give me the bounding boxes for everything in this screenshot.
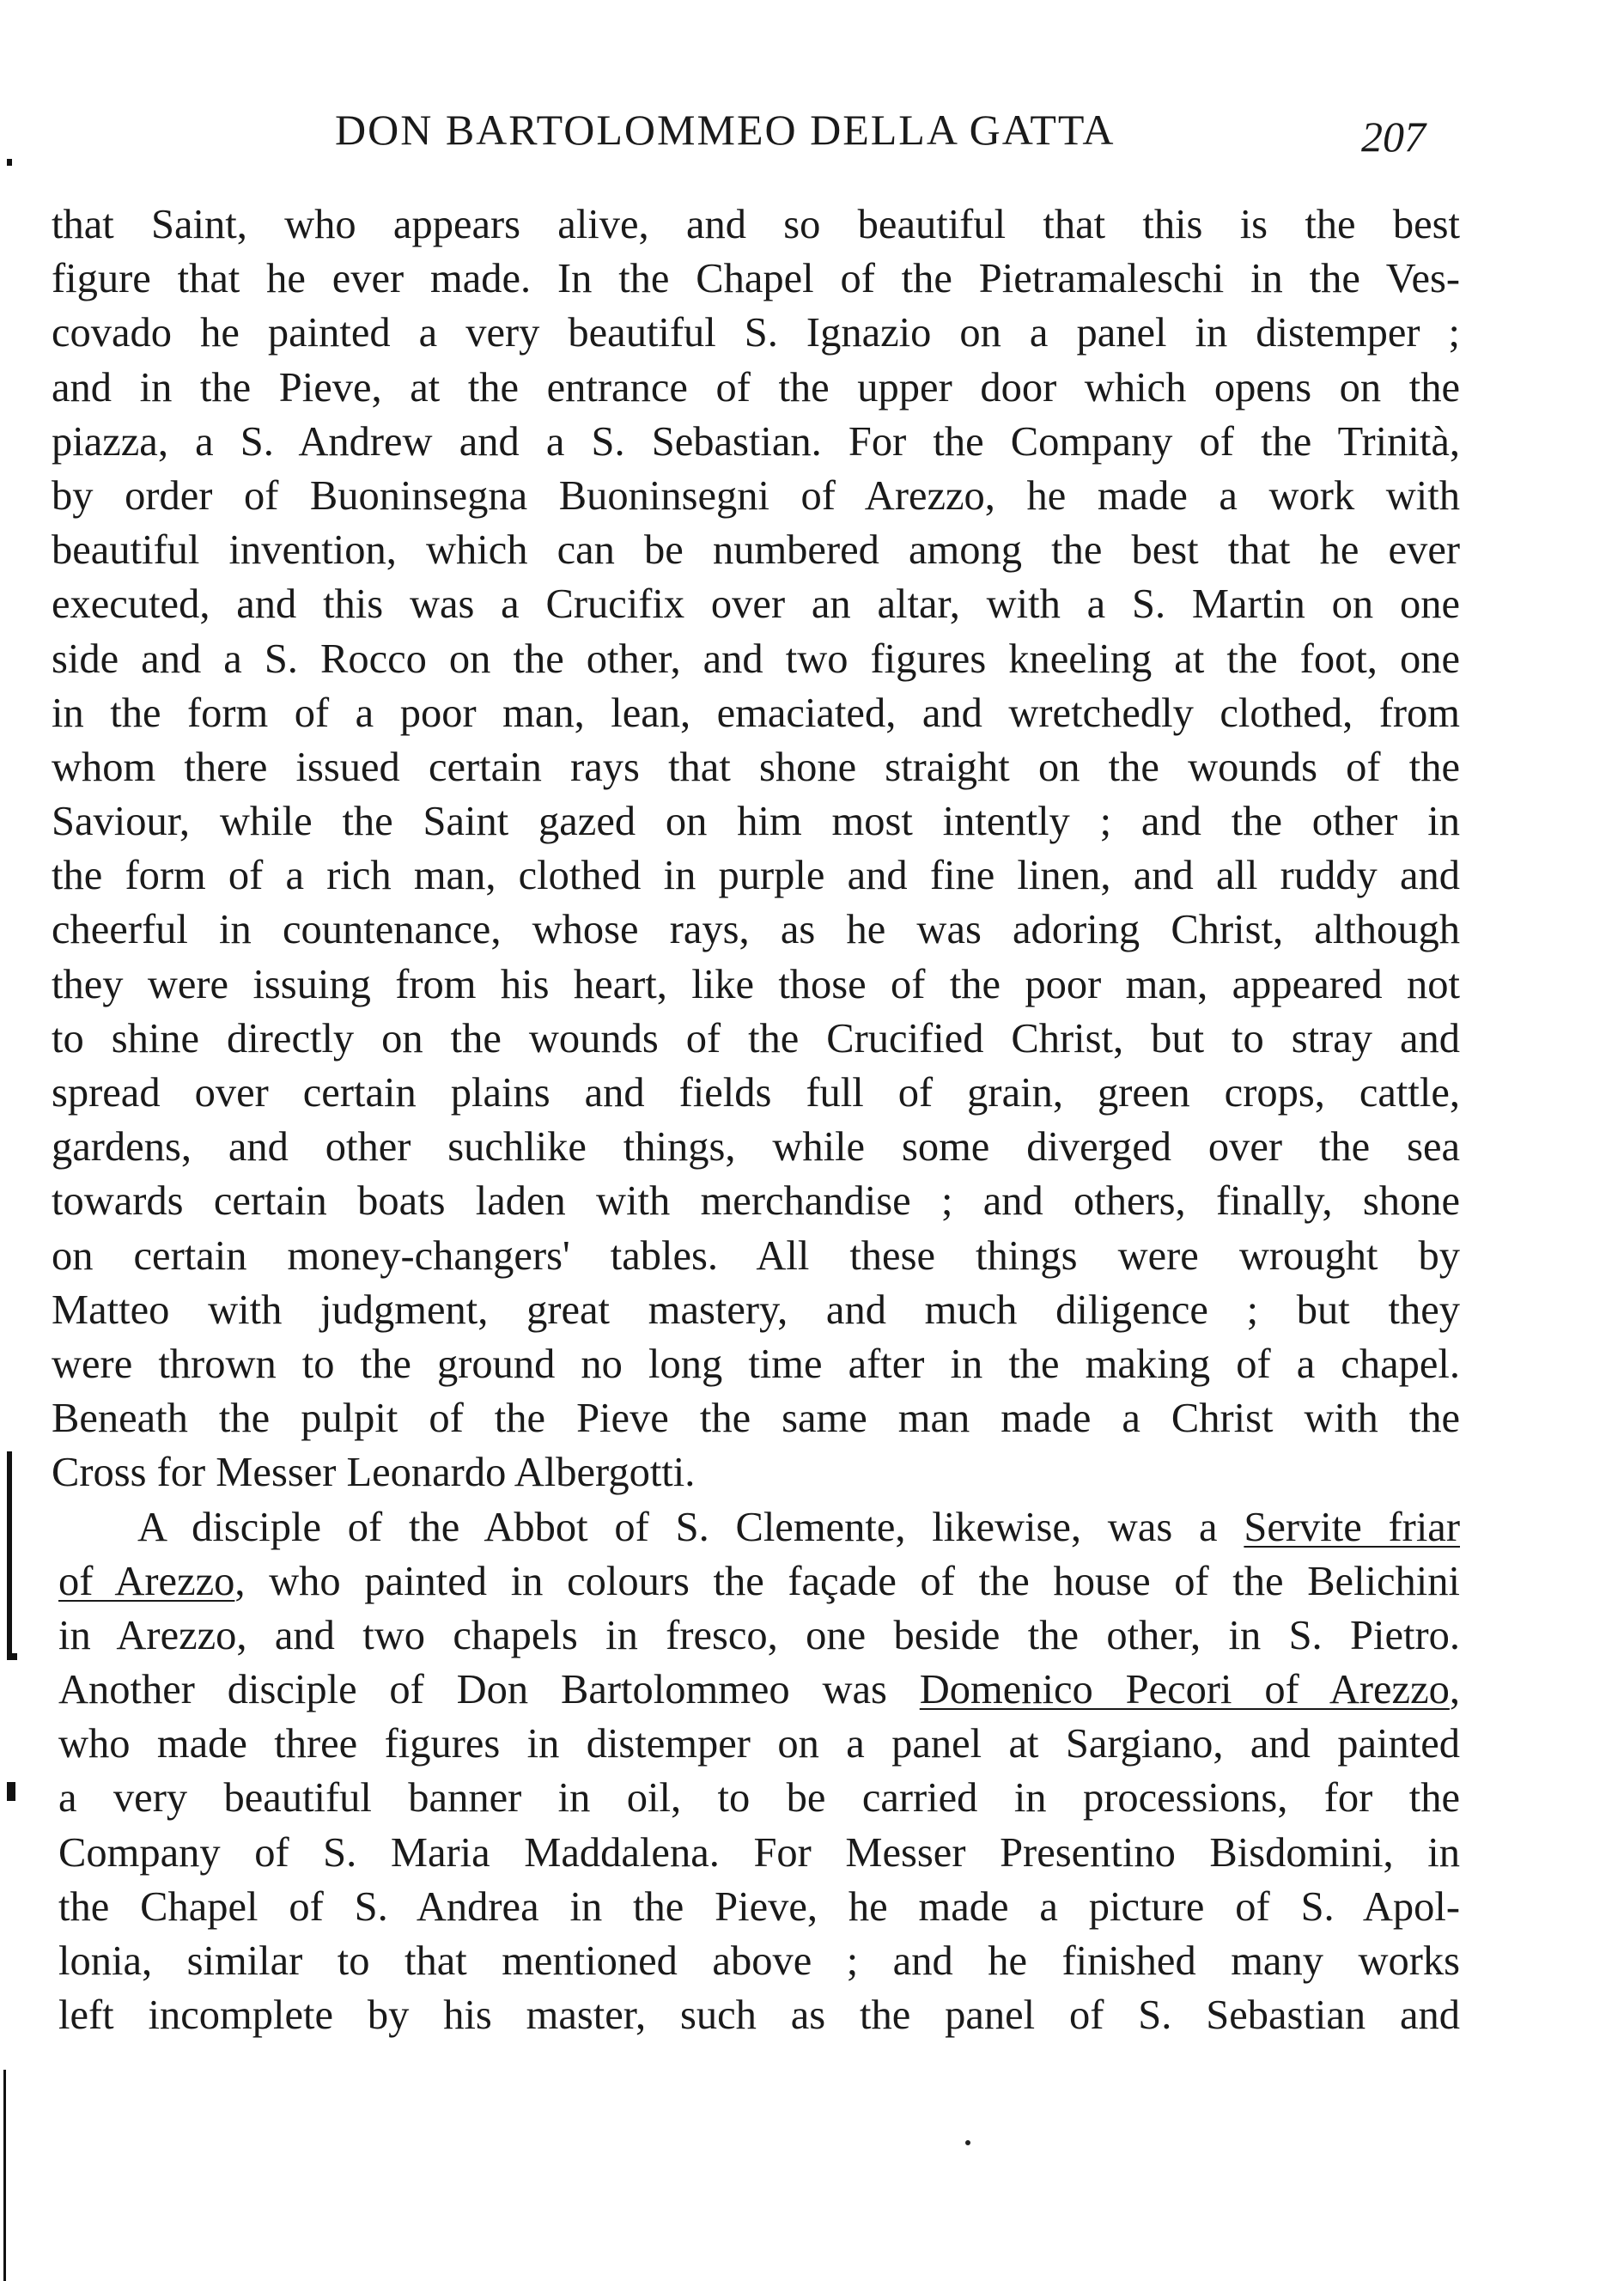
text-segment: Another disciple of Don Bartolommeo was [58, 1667, 920, 1713]
text-line: the Chapel of S. Andrea in the Pieve, he made a picture of S. Apol- [58, 1883, 1460, 1930]
text-line: who made three figures in distemper on a panel at Sargiano, and painted [58, 1721, 1460, 1767]
text-line: covado he painted a very beautiful S. Ignazio on a panel in distemper ; [52, 310, 1460, 356]
text-line: that Saint, who appears alive, and so beautiful that this is the best [52, 202, 1460, 247]
text-line: lonia, similar to that mentioned above ; and he finished many works [58, 1938, 1460, 1984]
running-title: DON BARTOLOMMEO DELLA GATTA [335, 106, 1116, 154]
text-line: on certain money-changers' tables. All these things were wrought by [52, 1232, 1460, 1279]
margin-bracket [7, 1451, 12, 1658]
margin-mark [7, 1782, 15, 1801]
page-dot [965, 2140, 970, 2145]
text-segment: , who painted in colours the façade of the house of the Belichini [234, 1558, 1460, 1604]
text-line: were thrown to the ground no long time after in the making of a chapel. [52, 1341, 1460, 1387]
text-line: beautiful invention, which can be numbered among the best that he ever [52, 527, 1460, 574]
text-line: spread over certain plains and fields full of grain, green crops, cattle, [52, 1070, 1460, 1116]
margin-edge-line [3, 2070, 6, 2281]
text-line: executed, and this was a Crucifix over an altar, with a S. Martin on one [52, 581, 1460, 628]
text-line: whom there issued certain rays that shone straight on the wounds of the [52, 744, 1460, 790]
text-line: cheerful in countenance, whose rays, as he was adoring Christ, although [52, 907, 1460, 953]
text-line [52, 1500, 1460, 1554]
running-head [52, 105, 1460, 165]
text-line: figure that he ever made. In the Chapel of the Pietramaleschi in the Ves- [52, 256, 1460, 302]
text-segment: A disciple of the Abbot of S. Clemente, likewise, was a [137, 1504, 1244, 1550]
text-line: Beneath the pulpit of the Pieve the same man made a Christ with the [52, 1396, 1460, 1442]
text-line: towards certain boats laden with merchandise ; and others, finally, shone [52, 1178, 1460, 1225]
text-line: Company of S. Maria Maddalena. For Messer Presentino Bisdomini, in [58, 1829, 1460, 1876]
text-line: side and a S. Rocco on the other, and two figures kneeling at the foot, one [52, 636, 1460, 682]
text-line: left incomplete by his master, such as the panel of S. Sebastian and [58, 1992, 1460, 2039]
text-line [52, 1663, 1460, 1717]
text-line: the form of a rich man, clothed in purple and fine linen, and all ruddy and [52, 853, 1460, 899]
text-line: by order of Buoninsegna Buoninsegni of Arezzo, he made a work with [52, 472, 1460, 519]
page-number: 207 [1361, 113, 1426, 161]
margin-mark [7, 159, 12, 166]
text-line: in Arezzo, and two chapels in fresco, one beside the other, in S. Pietro. [58, 1612, 1460, 1658]
text-line: to shine directly on the wounds of the Crucified Christ, but to stray and [52, 1015, 1460, 1061]
text-block [52, 198, 1460, 2042]
text-line [52, 1554, 1460, 1609]
underlined-phrase: Domenico Pecori of Arezzo [919, 1667, 1450, 1713]
text-line: Saviour, while the Saint gazed on him most intently ; and the other in [52, 799, 1460, 845]
text-segment: , [1449, 1667, 1460, 1713]
underlined-phrase: Servite friar [1244, 1504, 1460, 1550]
text-line: gardens, and other suchlike things, while some diverged over the sea [52, 1124, 1460, 1171]
text-line: they were issuing from his heart, like those of the poor man, appeared not [52, 961, 1460, 1007]
text-line: in the form of a poor man, lean, emaciated, and wretchedly clothed, from [52, 690, 1460, 736]
text-line: piazza, a S. Andrew and a S. Sebastian. For the Company of the Trinità, [52, 418, 1460, 465]
text-line: a very beautiful banner in oil, to be carried in processions, for the [58, 1775, 1460, 1822]
text-line: and in the Pieve, at the entrance of the upper door which opens on the [52, 364, 1460, 411]
text-line: Cross for Messer Leonardo Albergotti. [52, 1450, 696, 1496]
margin-bracket-foot [7, 1653, 17, 1660]
text-line: Matteo with judgment, great mastery, and much diligence ; but they [52, 1286, 1460, 1333]
underlined-phrase: of Arezzo [58, 1558, 235, 1604]
